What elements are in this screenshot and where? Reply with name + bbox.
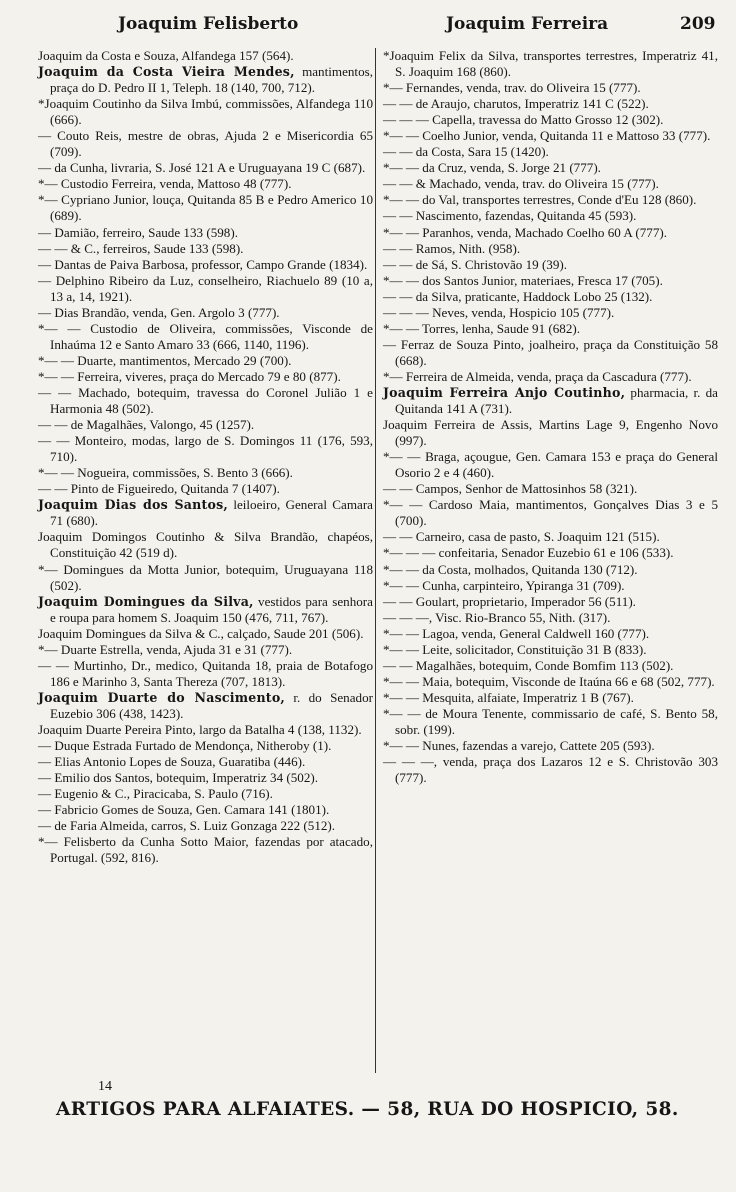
- directory-entry: *— — Ferreira, viveres, praça do Mercado 79 e 80 (877).: [38, 368, 341, 384]
- directory-entry: — Couto Reis, mestre de obras, Ajuda 2 e Misericordia 65 (709).: [38, 128, 373, 160]
- directory-entry: — — Murtinho, Dr., medico, Quitanda 18, praia de Botafogo 186 e Marinho 3, Santa Thereza (707, 1813).: [38, 657, 373, 689]
- directory-entry: — Duque Estrada Furtado de Mendonça, Nitheroby (1).: [38, 738, 332, 754]
- directory-entry: — — da Silva, praticante, Haddock Lobo 25 (132).: [383, 288, 653, 304]
- directory-entry: *— — Nunes, fazendas a varejo, Cattete 205 (593).: [383, 738, 655, 754]
- directory-entry: *— Duarte Estrella, venda, Ajuda 31 e 31 (777).: [38, 641, 293, 657]
- right-column: [383, 48, 718, 786]
- page-header: [0, 14, 736, 38]
- header-right-running-title: Joaquim Ferreira: [446, 14, 609, 34]
- directory-entry: — Elias Antonio Lopes de Souza, Guaratiba (446).: [38, 754, 306, 770]
- column-divider: [375, 48, 376, 1073]
- signature-mark: 14: [98, 1079, 112, 1094]
- directory-entry: *— — Paranhos, venda, Machado Coelho 60 A (777).: [383, 224, 668, 240]
- directory-entry: *— — do Val, transportes terrestres, Conde d'Eu 128 (860).: [383, 192, 697, 208]
- directory-entry: *— — Cardoso Maia, mantimentos, Gonçalves Dias 3 e 5 (700).: [383, 497, 718, 529]
- directory-entry: — — da Costa, Sara 15 (1420).: [383, 144, 549, 160]
- directory-entry: — — —, venda, praça dos Lazaros 12 e S. Christovão 303 (777).: [383, 754, 718, 786]
- directory-entry: — — Magalhães, botequim, Conde Bomfim 113 (502).: [383, 657, 674, 673]
- directory-entry: — — & C., ferreiros, Saude 133 (598).: [38, 240, 244, 256]
- directory-entry: *— Custodio Ferreira, venda, Mattoso 48 (777).: [38, 176, 292, 192]
- directory-entry: — — Goulart, proprietario, Imperador 56 (511).: [383, 593, 636, 609]
- directory-entry: — — de Sá, S. Christovão 19 (39).: [383, 256, 568, 272]
- directory-entry: *— — Maia, botequim, Visconde de Itaúna 66 e 68 (502, 777).: [383, 673, 715, 689]
- entry-name-bold: Joaquim Ferreira Anjo Coutinho,: [383, 384, 626, 400]
- directory-entry: Joaquim Duarte Pereira Pinto, largo da Batalha 4 (138, 1132).: [38, 721, 362, 737]
- entry-name-bold: Joaquim Duarte do Nascimento,: [38, 689, 286, 705]
- directory-entry: *— Fernandes, venda, trav. do Oliveira 15 (777).: [383, 80, 641, 96]
- directory-entry: — Dantas de Paiva Barbosa, professor, Campo Grande (1834).: [38, 256, 368, 272]
- directory-entry: *— — de Moura Tenente, commissario de café, S. Bento 58, sobr. (199).: [383, 705, 718, 737]
- directory-entry: — Dias Brandão, venda, Gen. Argolo 3 (777).: [38, 304, 280, 320]
- directory-entry: [383, 385, 718, 417]
- directory-entry: — da Cunha, livraria, S. José 121 A e Uruguayana 19 C (687).: [38, 160, 366, 176]
- directory-entry: *— Cypriano Junior, louça, Quitanda 85 B e Pedro Americo 10 (689).: [38, 192, 373, 224]
- directory-entry: *— Felisberto da Cunha Sotto Maior, fazendas por atacado, Portugal. (592, 816).: [38, 834, 373, 866]
- directory-entry: — — & Machado, venda, trav. do Oliveira 15 (777).: [383, 176, 659, 192]
- directory-entry: — Emilio dos Santos, botequim, Imperatriz 34 (502).: [38, 770, 319, 786]
- directory-entry: *— — Cunha, carpinteiro, Ypiranga 31 (709).: [383, 577, 625, 593]
- entry-name-bold: Joaquim da Costa Vieira Mendes,: [38, 64, 295, 80]
- directory-entry: *— Ferreira de Almeida, venda, praça da Cascadura (777).: [383, 368, 692, 384]
- directory-entry: Joaquim Domingos Coutinho & Silva Brandão, chapéos, Constituição 42 (519 d).: [38, 529, 373, 561]
- directory-entry: *— — dos Santos Junior, materiaes, Fresca 17 (705).: [383, 272, 663, 288]
- entry-details: pharmacia, r. da Quitanda 141 A (731).: [395, 384, 718, 417]
- directory-entry: — Eugenio & C., Piracicaba, S. Paulo (716).: [38, 786, 273, 802]
- entry-details: vestidos para senhora e roupa para homem S. Joaquim 150 (476, 711, 767).: [50, 593, 373, 625]
- directory-entry: *— — Coelho Junior, venda, Quitanda 11 e Mattoso 33 (777).: [383, 128, 711, 144]
- directory-entry: *— — Duarte, mantimentos, Mercado 29 (700).: [38, 352, 292, 368]
- directory-entry: — — Campos, Senhor de Mattosinhos 58 (321).: [383, 481, 638, 497]
- directory-entry: Joaquim Ferreira de Assis, Martins Lage 9, Engenho Novo (997).: [383, 417, 718, 449]
- directory-entry: [38, 64, 373, 96]
- directory-entry: — — Ramos, Nith. (958).: [383, 240, 521, 256]
- directory-entry: — Damião, ferreiro, Saude 133 (598).: [38, 224, 238, 240]
- directory-entry: *— — Torres, lenha, Saude 91 (682).: [383, 320, 581, 336]
- directory-entry: — Delphino Ribeiro da Luz, conselheiro, Riachuelo 89 (10 a, 13 a, 14, 1921).: [38, 272, 373, 304]
- directory-entry: *— Domingues da Motta Junior, botequim, Uruguayana 118 (502).: [38, 561, 373, 593]
- left-column: [38, 48, 373, 866]
- directory-entry: — — Pinto de Figueiredo, Quitanda 7 (1407).: [38, 481, 280, 497]
- directory-entry: — — — Neves, venda, Hospicio 105 (777).: [383, 304, 615, 320]
- directory-entry: Joaquim Domingues da Silva & C., calçado, Saude 201 (506).: [38, 625, 364, 641]
- entry-name-bold: Joaquim Dias dos Santos,: [38, 497, 229, 513]
- directory-entry: — Fabricio Gomes de Souza, Gen. Camara 141 (1801).: [38, 802, 330, 818]
- directory-entry: *— — Mesquita, alfaiate, Imperatriz 1 B (767).: [383, 689, 634, 705]
- directory-entry: — — —, Visc. Rio-Branco 55, Nith. (317).: [383, 609, 611, 625]
- directory-entry: *— — Lagoa, venda, General Caldwell 160 (777).: [383, 625, 650, 641]
- directory-entry: — — — Capella, travessa do Matto Grosso 12 (302).: [383, 112, 664, 128]
- footer-advert: ARTIGOS PARA ALFAIATES. — 58, RUA DO HOSPICIO, 58.: [56, 1099, 679, 1120]
- directory-entry: *— — Leite, solicitador, Constituição 31 B (833).: [383, 641, 647, 657]
- page-number: 209: [680, 14, 716, 34]
- directory-entry: *Joaquim Coutinho da Silva Imbú, commissões, Alfandega 110 (666).: [38, 96, 373, 128]
- directory-entry: *— — da Costa, molhados, Quitanda 130 (712).: [383, 561, 638, 577]
- entry-details: mantimentos, praça do D. Pedro II 1, Teleph. 18 (140, 700, 712).: [50, 64, 373, 96]
- directory-entry: *— — Custodio de Oliveira, commissões, Visconde de Inhaúma 12 e Santo Amaro 33 (666, 1140, 1196).: [38, 320, 373, 352]
- directory-entry: Joaquim da Costa e Souza, Alfandega 157 (564).: [38, 48, 294, 63]
- directory-entry: — — Nascimento, fazendas, Quitanda 45 (593).: [383, 208, 637, 224]
- directory-entry: — — Machado, botequim, travessa do Coronel Julião 1 e Harmonia 48 (502).: [38, 384, 373, 417]
- directory-entry: *— — da Cruz, venda, S. Jorge 21 (777).: [383, 160, 601, 176]
- entry-details: leiloeiro, General Camara 71 (680).: [50, 497, 373, 529]
- directory-entry: *— — Braga, açougue, Gen. Camara 153 e praça do General Osorio 2 e 4 (460).: [383, 449, 718, 481]
- entry-details: r. do Senador Euzebio 306 (438, 1423).: [50, 689, 373, 721]
- header-left-running-title: Joaquim Felisberto: [118, 14, 299, 34]
- directory-entry: *— — Nogueira, commissões, S. Bento 3 (666).: [38, 465, 293, 481]
- directory-entry: [38, 690, 373, 722]
- directory-entry: — Ferraz de Souza Pinto, joalheiro, praça da Constituição 58 (668).: [383, 336, 718, 368]
- directory-entry: *— — — confeitaria, Senador Euzebio 61 e 106 (533).: [383, 545, 674, 561]
- directory-entry: — — de Magalhães, Valongo, 45 (1257).: [38, 417, 255, 433]
- directory-entry: — — Carneiro, casa de pasto, S. Joaquim 121 (515).: [383, 529, 660, 545]
- directory-entry: — de Faria Almeida, carros, S. Luiz Gonzaga 222 (512).: [38, 818, 336, 834]
- entry-name-bold: Joaquim Domingues da Silva,: [38, 593, 254, 609]
- directory-entry: [38, 594, 373, 626]
- directory-entry: — — de Araujo, charutos, Imperatriz 141 C (522).: [383, 96, 649, 112]
- directory-entry: — — Monteiro, modas, largo de S. Domingos 11 (176, 593, 710).: [38, 433, 373, 465]
- directory-entry: *Joaquim Felix da Silva, transportes terrestres, Imperatriz 41, S. Joaquim 168 (860).: [383, 48, 718, 80]
- directory-entry: [38, 497, 373, 529]
